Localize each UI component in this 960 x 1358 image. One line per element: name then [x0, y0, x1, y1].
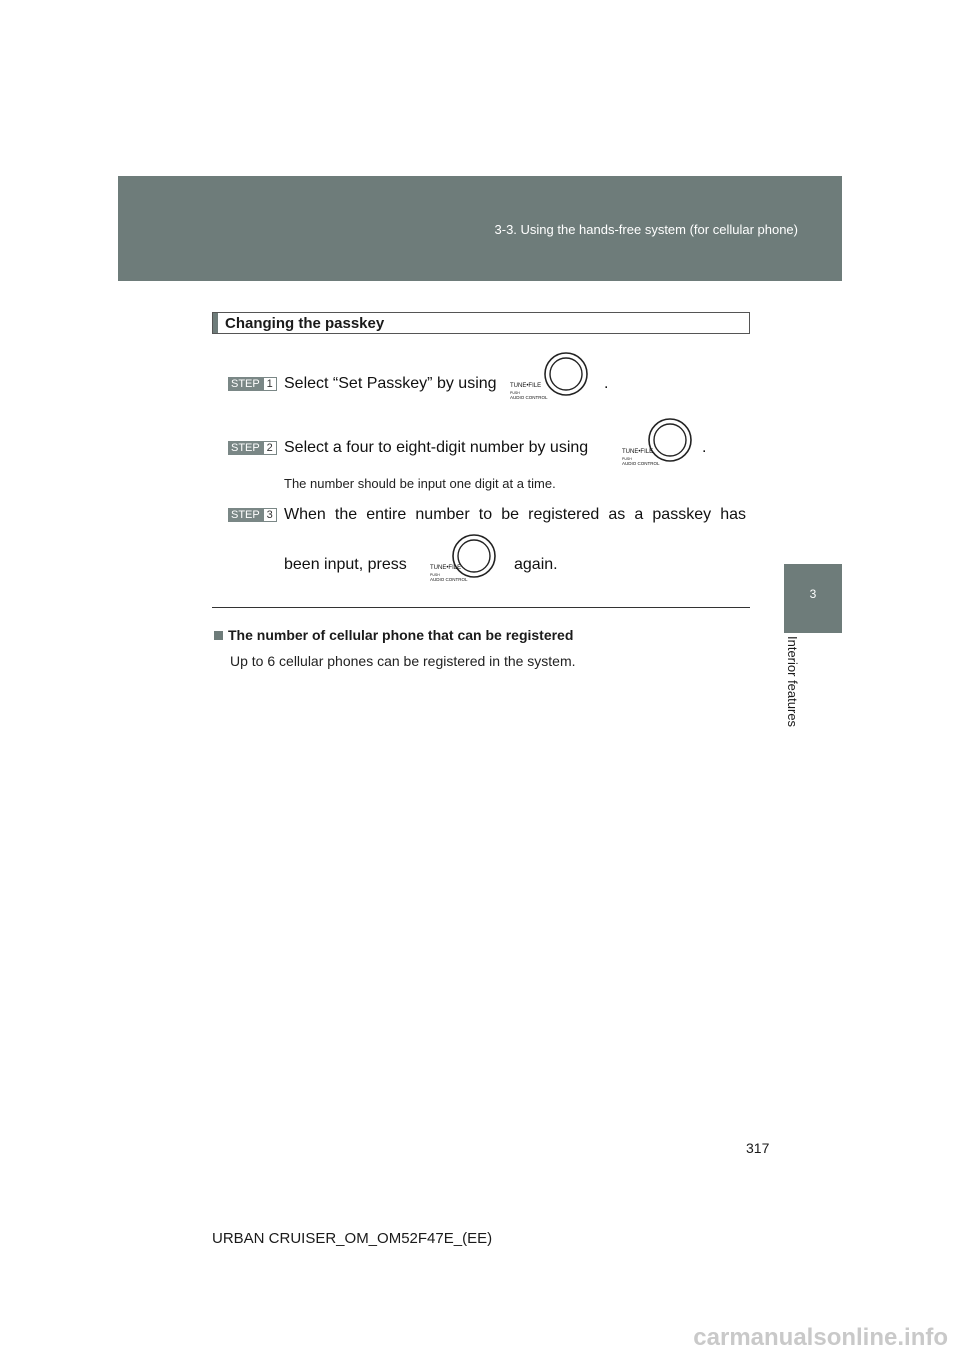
- header-title: 3-3. Using the hands-free system (for cellular phone): [494, 222, 798, 237]
- tune-knob-icon: [508, 352, 588, 404]
- bullet-square-icon: [214, 631, 223, 640]
- tune-knob-icon: [428, 534, 508, 586]
- svg-text:AUDIO CONTROL: AUDIO CONTROL: [510, 395, 548, 400]
- tune-knob-icon: [620, 418, 700, 470]
- step-3-again: again.: [514, 556, 558, 573]
- step-3-line-2: been input, press: [284, 556, 407, 573]
- svg-text:TUNE•FILE: TUNE•FILE: [430, 565, 462, 571]
- svg-text:TUNE•FILE: TUNE•FILE: [510, 383, 542, 389]
- step-label: STEP: [228, 441, 263, 455]
- step-label: STEP: [228, 377, 263, 391]
- info-body: Up to 6 cellular phones can be registered in the system.: [230, 653, 576, 669]
- svg-text:TUNE•FILE: TUNE•FILE: [622, 449, 654, 455]
- svg-text:AUDIO CONTROL: AUDIO CONTROL: [622, 461, 660, 466]
- divider: [212, 607, 750, 608]
- step-3-line-1: When the entire number to be registered as a passkey has: [284, 506, 746, 523]
- step-1-badge: [228, 376, 277, 392]
- info-heading-text: The number of cellular phone that can be registered: [228, 627, 574, 643]
- svg-text:PUSH: PUSH: [622, 457, 632, 461]
- step-2-period: .: [702, 439, 707, 456]
- footer-code: URBAN CRUISER_OM_OM52F47E_(EE): [212, 1230, 493, 1247]
- section-title: Changing the passkey: [225, 315, 385, 332]
- page-number: 317: [746, 1140, 770, 1156]
- header-band: [118, 176, 842, 281]
- svg-text:PUSH: PUSH: [430, 573, 440, 577]
- chapter-label: Interior features: [785, 636, 800, 728]
- step-number: 2: [263, 441, 277, 455]
- section-bar: [213, 313, 218, 333]
- step-2-badge: [228, 440, 277, 456]
- step-3-badge: [228, 507, 277, 523]
- svg-text:PUSH: PUSH: [510, 391, 520, 395]
- svg-text:AUDIO CONTROL: AUDIO CONTROL: [430, 577, 468, 582]
- step-label: STEP: [228, 508, 263, 522]
- step-number: 3: [263, 508, 277, 522]
- step-2-note: The number should be input one digit at a time.: [284, 476, 556, 491]
- step-number: 1: [263, 377, 277, 391]
- section-heading: [212, 312, 750, 334]
- watermark: carmanualsonline.info: [693, 1324, 948, 1351]
- info-heading: [214, 627, 573, 643]
- step-1-period: .: [604, 375, 609, 392]
- step-2-text: Select a four to eight-digit number by using: [284, 439, 589, 456]
- chapter-tab: 3: [784, 564, 842, 633]
- step-1-text: Select “Set Passkey” by using: [284, 375, 497, 392]
